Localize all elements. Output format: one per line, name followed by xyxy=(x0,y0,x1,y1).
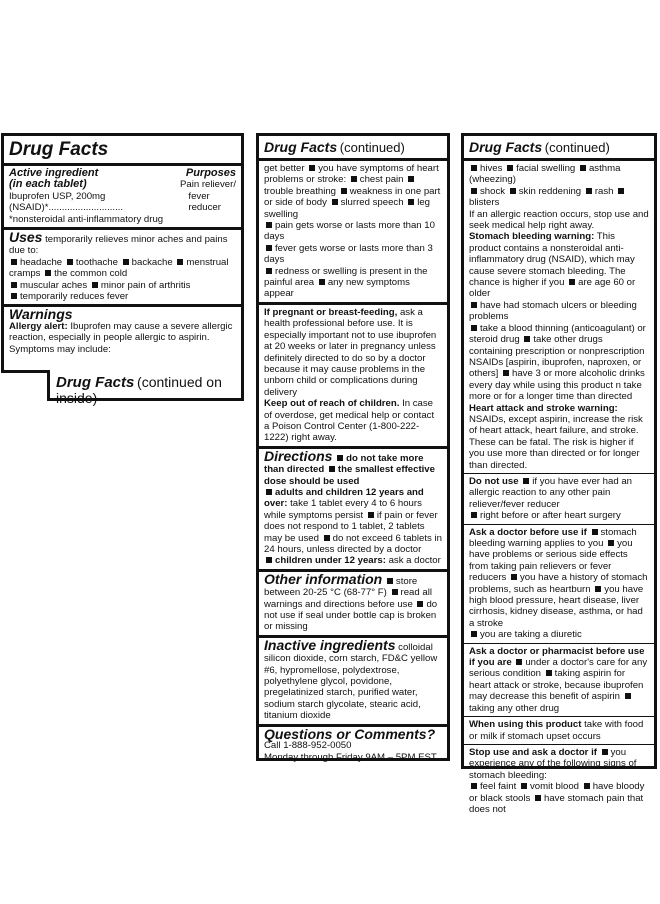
active-heading: Active ingredient xyxy=(9,167,99,179)
stomach-item: take a blood thinning (anticoagulant) or steroid drug xyxy=(469,322,646,346)
pregnant-text: ask a health professional before use. It is especially important not to use ibuprofen at 20 weeks or later in pregnancy unless definitely directed to do so by a doctor because it may cause problems in the unborn child or complications during delivery xyxy=(264,306,437,398)
stop-use-item: vomit blood xyxy=(529,781,580,793)
pregnant-label: If pregnant or breast-feeding, xyxy=(264,306,398,318)
p1-header-section xyxy=(4,136,241,166)
uses-item: toothache xyxy=(75,256,118,268)
symptom-item: shock xyxy=(480,185,506,197)
list-item: fever gets worse or lasts more than 3 days xyxy=(264,242,433,266)
p2-inactive-section xyxy=(259,638,447,727)
p3-stop-use-section xyxy=(464,745,654,817)
hours: Monday through Friday 9AM – 5PM EST xyxy=(264,751,437,763)
p3-header-section xyxy=(464,136,654,161)
panel-1 xyxy=(1,133,244,373)
p2-other-info-section xyxy=(259,572,447,638)
purpose-2: fever reducer xyxy=(188,190,221,214)
p2-symptoms-section xyxy=(259,161,447,305)
p2-directions-section xyxy=(259,449,447,572)
lead-text: get better xyxy=(264,163,305,174)
adults-text: take 1 tablet every 4 to 6 hours while symptoms persist xyxy=(264,498,422,521)
stop-use-item: have bloody or black stools xyxy=(469,781,645,804)
list-item: slurred speech xyxy=(340,197,404,209)
other-info-item: read all warnings and directions before use xyxy=(264,587,432,610)
panel-2 xyxy=(256,133,450,761)
symptom-item: rash xyxy=(594,185,614,197)
p2-title: Drug Facts xyxy=(264,139,338,155)
ask-pharmacist-item: taking any other drug xyxy=(469,702,560,714)
ingredient: Ibuprofen USP, 200mg (NSAID)* xyxy=(9,190,106,214)
stomach-label: Stomach bleeding warning: xyxy=(469,231,595,243)
p2-questions-section xyxy=(259,727,447,765)
allergy-end-text: If an allergic reaction occurs, stop use and seek medical help right away. xyxy=(469,208,649,232)
ask-doctor-item: you have problems or serious side effects from taking pain relievers or fever reducers xyxy=(469,538,633,584)
stop-use-item: have stomach pain that does not xyxy=(469,792,644,815)
stomach-item: are age 60 or older xyxy=(469,277,636,300)
p1-uses-section xyxy=(4,230,241,307)
symptom-item: blisters xyxy=(469,197,500,209)
uses-heading: Uses xyxy=(9,229,43,246)
heart-label: Heart attack and stroke warning: xyxy=(469,402,618,414)
allergy-label: Allergy alert: xyxy=(9,320,68,332)
p3-allergy-section xyxy=(464,161,654,473)
stomach-item: have had stomach ulcers or bleeding problems xyxy=(469,299,637,323)
p3-ask-doctor-section xyxy=(464,525,654,644)
children-label: children under 12 years: xyxy=(275,555,386,567)
p1-active-section xyxy=(4,166,241,230)
stop-use-item: feel faint xyxy=(480,781,517,793)
p1-title: Drug Facts xyxy=(9,139,109,160)
other-info-heading: Other information xyxy=(264,570,383,587)
directions-item: do not take more than directed xyxy=(264,452,424,476)
tab-title: Drug Facts xyxy=(56,374,135,391)
p3-ask-pharmacist-section xyxy=(464,644,654,717)
when-using-text: take with food or milk if stomach upset occurs xyxy=(469,719,644,742)
stomach-item: take other drugs containing prescription or nonprescription NSAIDs [aspirin, ibuprofen, naproxen, or others] xyxy=(469,334,645,380)
symptom-item: hives xyxy=(480,163,503,174)
heart-text: NSAIDs, except aspirin, increase the risk of heart attack, heart failure, and stroke. These can be fatal. The risk is higher if you use more than directed or for longer than directed. xyxy=(469,413,643,471)
ask-pharmacist-item: taking aspirin for heart attack or stroke, because ibuprofen may decrease this benefit of aspirin xyxy=(469,668,644,703)
uses-item: minor pain of arthritis xyxy=(100,279,191,291)
purposes-heading: Purposes xyxy=(185,167,236,179)
symptom-item: facial swelling xyxy=(516,163,576,174)
symptom-item: skin reddening xyxy=(518,185,582,197)
ask-doctor-item: stomach bleeding warning applies to you xyxy=(469,526,637,549)
questions-heading: Questions or Comments? xyxy=(264,725,436,742)
phone-number: Call 1-888-952-0050 xyxy=(264,740,352,752)
list-item: pain gets worse or lasts more than 10 days xyxy=(264,220,435,243)
p3-do-not-use-section xyxy=(464,474,654,525)
stop-use-label: Stop use and ask a doctor if xyxy=(469,746,597,758)
do-not-use-label: Do not use xyxy=(469,475,519,487)
uses-item: backache xyxy=(131,256,173,268)
list-item: trouble breathing xyxy=(264,185,337,197)
ask-doctor-item: you are taking a diuretic xyxy=(480,629,582,641)
inactive-text: colloidal silicon dioxide, corn starch, FD&C yellow #6, hypromellose, polydextrose, polyethylene glycol, povidone, pregelatinized starch, purified water, sodium starch glycolate, stearic acid, titanium dioxide xyxy=(264,641,438,722)
list-item: leg swelling xyxy=(264,197,431,220)
list-item: weakness in one part or side of body xyxy=(264,185,441,209)
p3-continued: (continued) xyxy=(544,140,610,155)
panel-3 xyxy=(461,133,657,815)
directions-item: the smallest effective dose should be used xyxy=(264,464,435,487)
dot-leader: ............................ xyxy=(48,202,124,214)
directions-heading: Directions xyxy=(264,447,333,464)
active-sub: (in each tablet) xyxy=(9,178,87,191)
when-using-label: When using this product xyxy=(469,719,582,731)
do-not-use-item: right before or after heart surgery xyxy=(480,510,621,522)
uses-item: headache xyxy=(20,256,63,268)
other-info-item: do not use if seal under bottle cap is broken or missing xyxy=(264,598,438,633)
uses-item: muscular aches xyxy=(20,279,88,291)
do-not-use-item: if you have ever had an allergic reaction to any other pain reliever/fever reducer xyxy=(469,475,632,510)
keep-out-label: Keep out of reach of children. xyxy=(264,398,400,410)
p2-pregnancy-section xyxy=(259,305,447,449)
p3-title: Drug Facts xyxy=(469,139,543,155)
footnote: *nonsteroidal anti-inflammatory drug xyxy=(9,213,164,225)
uses-item: menstrual cramps xyxy=(9,256,229,280)
uses-item: temporarily reduces fever xyxy=(20,291,129,303)
keep-out-text: In case of overdose, get medical help or contact a Poison Control Center (1-800-222-1222) right away. xyxy=(264,398,435,444)
directions-item: if pain or fever does not respond to 1 tablet, 2 tablets may be used xyxy=(264,509,438,544)
stomach-text: This product contains a nonsteroidal anti-inflammatory drug (NSAID), which may cause severe stomach bleeding. The chance is higher if you xyxy=(469,231,635,289)
list-item: any new symptoms appear xyxy=(264,277,410,300)
warnings-heading: Warnings xyxy=(9,306,73,323)
inactive-heading: Inactive ingredients xyxy=(264,636,396,653)
list-item: you have symptoms of heart problems or stroke: xyxy=(264,163,439,186)
symptom-item: asthma (wheezing) xyxy=(469,163,621,186)
list-item: redness or swelling is present in the painful area xyxy=(264,265,428,289)
ask-pharmacist-item: under a doctor's care for any serious condition xyxy=(469,657,648,680)
directions-item: do not exceed 6 tablets in 24 hours, unless directed by a doctor xyxy=(264,532,442,555)
ask-doctor-label: Ask a doctor before use if xyxy=(469,526,587,538)
ask-doctor-item: you have high blood pressure, heart disease, liver cirrhosis, kidney disease, asthma, or had a stroke xyxy=(469,583,644,629)
uses-item: the common cold xyxy=(54,268,128,280)
p2-continued: (continued) xyxy=(339,140,405,155)
ask-pharmacist-label: Ask a doctor or pharmacist before use if you are xyxy=(469,645,645,669)
allergy-text: Ibuprofen may cause a severe allergic reaction, especially in people allergic to aspirin. Symptoms may include: xyxy=(9,320,233,355)
other-info-item: store between 20-25 °C (68-77° F) xyxy=(264,575,418,599)
ask-doctor-item: you have a history of stomach problems, such as heartburn xyxy=(469,572,648,595)
adults-label: adults and children 12 years and over: xyxy=(264,486,424,510)
tab-continued: (continued on inside) xyxy=(56,374,222,406)
purpose-1: Pain reliever/ xyxy=(180,179,236,191)
p2-header-section xyxy=(259,136,447,161)
p1-continued-tab xyxy=(47,370,244,406)
p1-warnings-section xyxy=(4,307,241,357)
p3-when-using-section xyxy=(464,717,654,745)
list-item: chest pain xyxy=(359,174,404,186)
children-text: ask a doctor xyxy=(388,555,441,567)
uses-intro: temporarily relieves minor aches and pains due to: xyxy=(9,234,228,257)
stop-use-text: you experience any of the following signs of stomach bleeding: xyxy=(469,746,637,781)
stomach-item: have 3 or more alcoholic drinks every day while using this product n take more or for a longer time than directed xyxy=(469,368,645,403)
